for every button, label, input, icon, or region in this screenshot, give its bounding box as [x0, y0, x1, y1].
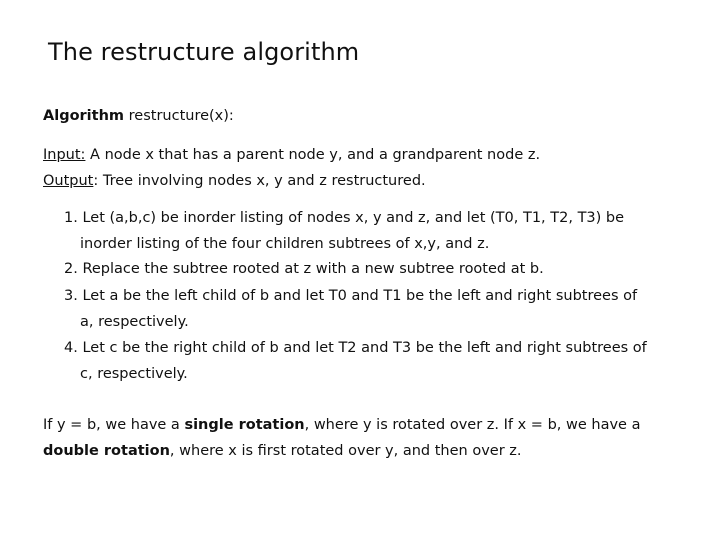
- step-3-line-1: 3. Let a be the left child of b and let T0 and T1 be the left and right subtrees of: [64, 288, 638, 304]
- algorithm-signature: restructure(x):: [124, 108, 234, 124]
- output-label: Output: [43, 173, 94, 189]
- double-rotation-term: double rotation: [43, 443, 170, 459]
- output-line: [43, 171, 426, 191]
- step-4-line-2: c, respectively.: [80, 366, 188, 382]
- closing-line-1: [43, 415, 640, 435]
- single-rotation-term: single rotation: [184, 417, 305, 433]
- step-1-line-1: 1. Let (a,b,c) be inorder listing of nodes x, y and z, and let (T0, T1, T2, T3) be: [64, 210, 625, 226]
- closing-text-1b: , where y is rotated over z. If x = b, we have a: [304, 417, 641, 433]
- step-2-line-1: 2. Replace the subtree rooted at z with a new subtree rooted at b.: [64, 261, 544, 277]
- algorithm-header: [43, 106, 234, 126]
- closing-text-1a: If y = b, we have a: [43, 417, 185, 433]
- input-line: [43, 145, 540, 165]
- step-1-line-2: inorder listing of the four children subtrees of x,y, and z.: [80, 236, 490, 252]
- closing-line-2: [43, 441, 522, 461]
- algorithm-keyword: Algorithm: [43, 108, 125, 124]
- step-4-line-1: 4. Let c be the right child of b and let T2 and T3 be the left and right subtrees of: [64, 340, 647, 356]
- input-text: A node x that has a parent node y, and a grandparent node z.: [85, 147, 541, 163]
- slide-title: The restructure algorithm: [48, 38, 360, 66]
- closing-text-2b: , where x is first rotated over y, and then over z.: [169, 443, 522, 459]
- output-text: : Tree involving nodes x, y and z restructured.: [93, 173, 426, 189]
- input-label: Input:: [43, 147, 86, 163]
- step-3-line-2: a, respectively.: [80, 314, 189, 330]
